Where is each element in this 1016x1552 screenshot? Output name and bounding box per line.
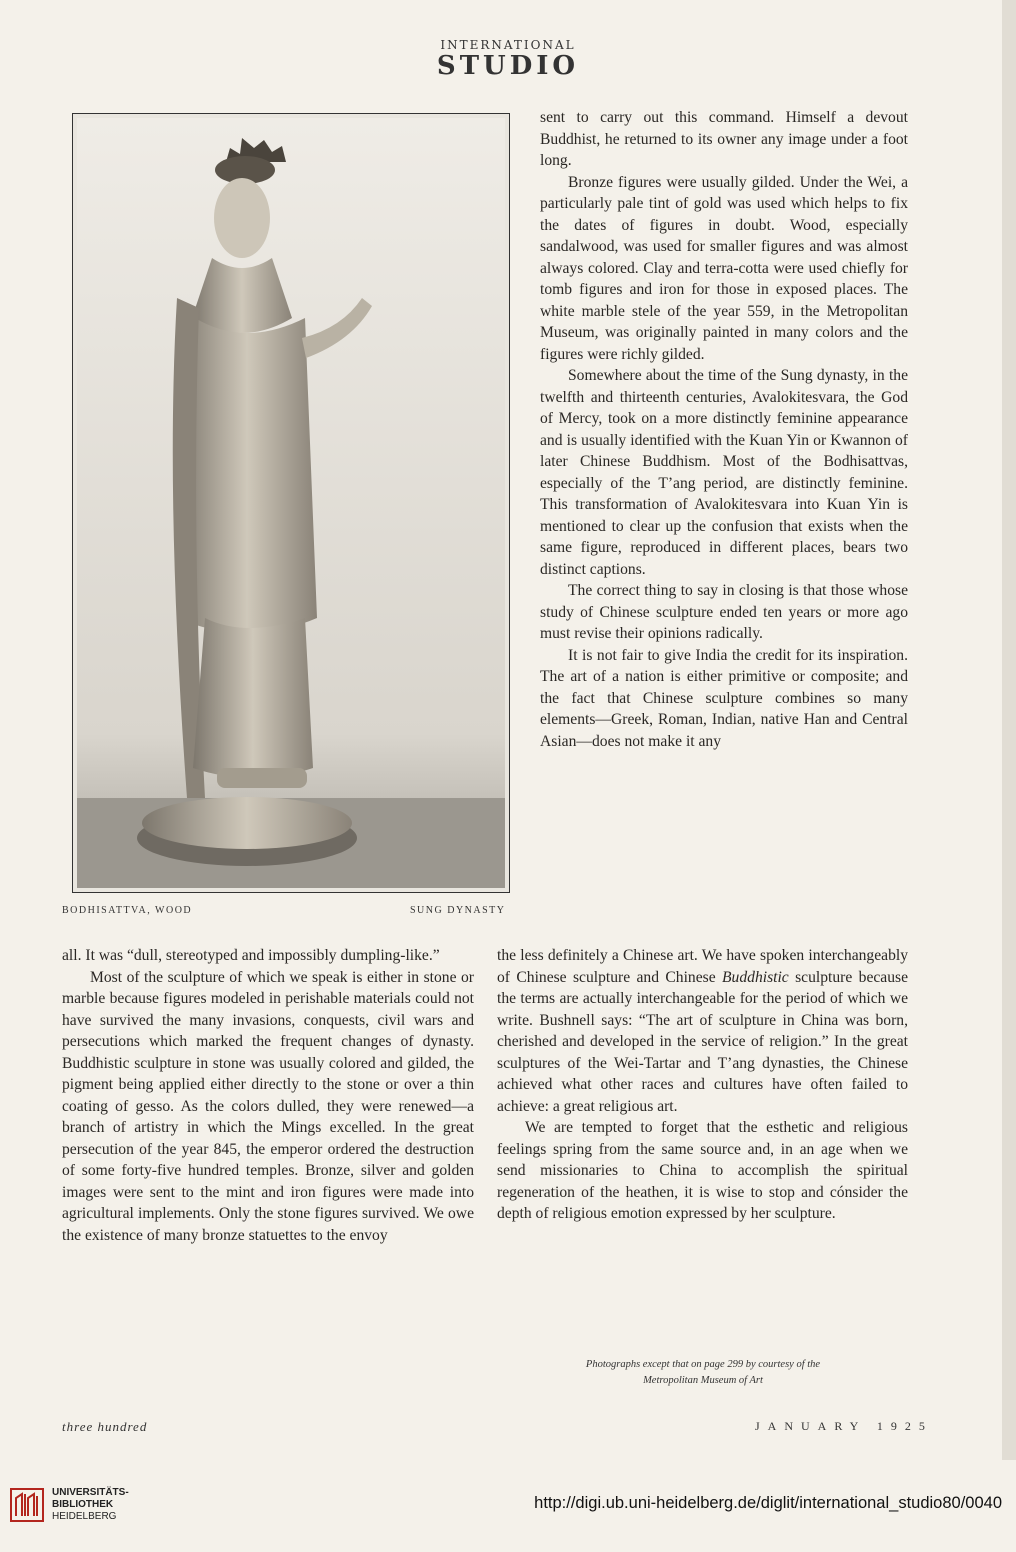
page-number: three hundred: [62, 1419, 148, 1434]
source-url[interactable]: http://digi.ub.uni-heidelberg.de/diglit/international_studio80/0040: [534, 1494, 1002, 1512]
credit-line2: Metropolitan Museum of Art: [643, 1375, 763, 1386]
issue-date: JANUARY 1925: [755, 1419, 933, 1433]
text-run: sculpture because the terms are actually interchangeable for the period of which we write. Bushnell says: “The art of sculpture in China was born, cherished and developed in the service of religion.” In the great sculptures of the Wei-Tartar and T’ang dynasties, the Chinese achieved what other races and cultures have often failed to achieve: a great religious art.: [497, 968, 908, 1115]
masthead: [0, 38, 1016, 80]
paragraph: Bronze figures were usually gilded. Under the Wei, a particularly pale tint of gold was used which helps to fix the dates of figures in doubt. Wood, especially sandalwood, was used for smaller figures and was almost always colored. Clay and terra-cotta were used chiefly for tomb figures and iron for those in exposed places. The white marble stele of the year 559, in the Metropolitan Museum, was originally painted in many colors and the figures were richly gilded.: [540, 173, 908, 363]
paragraph: sent to carry out this command. Himself a devout Buddhist, he returned to its owner any image under a foot long.: [540, 109, 908, 169]
text-run: the less definitely a Chinese art. We have spoken interchangeably of Chinese sculpture and Chinese: [497, 947, 908, 986]
caption-title: BODHISATTVA, WOOD: [62, 905, 193, 916]
masthead-logo: STUDIO: [436, 51, 580, 81]
page-edge: [1002, 0, 1016, 1460]
paragraph: We are tempted to forget that the esthetic and religious feelings spring from the same source and, in an age when we send missionaries to China to accomplish the spiritual regeneration of the heathen, it is wise to stop and cónsider the depth of religious emotion expressed by her sculpture.: [497, 1119, 908, 1222]
right-column-bottom: [497, 945, 908, 1225]
paragraph: The correct thing to say in closing is that those whose study of Chinese sculpture ended ten years or more ago must revise their opinions radically.: [540, 582, 908, 642]
library-logo: [10, 1487, 129, 1523]
paragraph: [497, 945, 908, 1117]
caption-period: SUNG DYNASTY: [410, 905, 506, 916]
left-column-bottom: [62, 945, 474, 1246]
masthead-line1: INTERNATIONAL: [440, 38, 576, 52]
library-line3: HEIDELBERG: [52, 1511, 117, 1522]
statue-image: [77, 118, 505, 888]
right-column-top: [540, 107, 908, 752]
library-line1: UNIVERSITÄTS-: [52, 1487, 129, 1498]
library-emblem-icon: [10, 1488, 44, 1522]
paragraph: Most of the sculpture of which we speak is either in stone or marble because figures modeled in perishable materials could not have survived the many invasions, conquests, civil wars and persecutions which marked the frequent changes of dynasty. Buddhistic sculpture in stone was usually colored and gilded, the pigment being applied either directly to the stone or over a thin coating of gesso. As the colors dulled, they were renewed—a branch of artistry in which the Mings excelled. In the great persecution of the year 845, the emperor ordered the destruction of some forty-five hundred temples. Bronze, silver and golden images were sent to the mint and iron figures were made into agricultural implements. Only the stone figures survived. We owe the existence of many bronze statuettes to the envoy: [62, 968, 474, 1244]
italic-term: Buddhistic: [722, 968, 789, 986]
paragraph: It is not fair to give India the credit for its inspiration. The art of a nation is either primitive or composite; and the fact that Chinese sculpture combines so many elements—Greek, Roman, Indian, native Han and Central Asian—does not make it any: [540, 646, 908, 750]
paragraph: all. It was “dull, stereotyped and impossibly dumpling-like.”: [62, 947, 440, 964]
photo-credit: [498, 1357, 908, 1389]
bodhisattva-photo: [72, 113, 510, 893]
credit-line1: Photographs except that on page 299 by courtesy of the: [585, 1359, 821, 1370]
paragraph: Somewhere about the time of the Sung dynasty, in the twelfth and thirteenth centuries, Avalokitesvara, the God of Mercy, took on a more distinctly feminine appearance and is usually identified with the Kuan Yin or Kwannon of later Chinese Buddhism. Most of the Bodhisattvas, especially of the T’ang period, are distinctly feminine. This transformation of Avalokitesvara into Kuan Yin is mentioned to clear up the confusion that exists when the same figure, reproduced in different places, bears two distinct captions.: [540, 367, 908, 578]
library-line2: BIBLIOTHEK: [52, 1499, 114, 1510]
